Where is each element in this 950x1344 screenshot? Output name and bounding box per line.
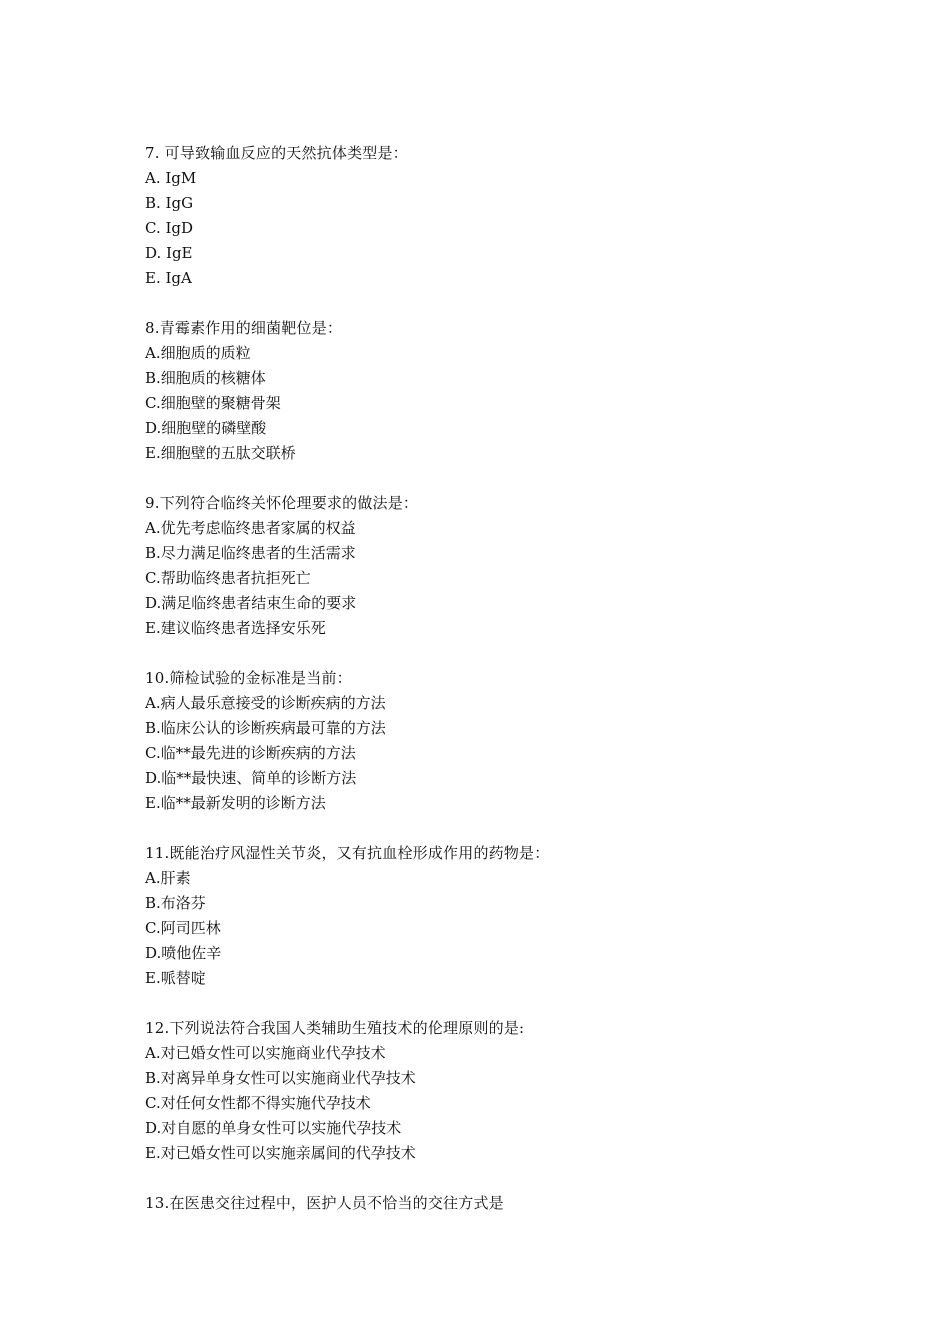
question-stem: 7. 可导致输血反应的天然抗体类型是： xyxy=(145,144,408,162)
question-stem: 8.青霉素作用的细菌靶位是： xyxy=(145,319,343,337)
question-10 xyxy=(145,666,905,816)
option-b: B.尽力满足临终患者的生活需求 xyxy=(145,544,356,562)
option-e: E.对已婚女性可以实施亲属间的代孕技术 xyxy=(145,1144,416,1162)
option-e: E.哌替啶 xyxy=(145,969,206,987)
option-d: D.满足临终患者结束生命的要求 xyxy=(145,594,357,612)
option-d: D.临**最快速、简单的诊断方法 xyxy=(145,769,357,787)
option-d: D.细胞壁的磷壁酸 xyxy=(145,419,267,437)
question-7 xyxy=(145,141,905,291)
option-a: A.优先考虑临终患者家属的权益 xyxy=(145,519,356,537)
question-stem: 9.下列符合临终关怀伦理要求的做法是： xyxy=(145,494,419,512)
question-12 xyxy=(145,1016,905,1166)
question-8 xyxy=(145,316,905,466)
question-13 xyxy=(145,1191,905,1216)
option-e: E.临**最新发明的诊断方法 xyxy=(145,794,326,812)
question-stem: 13.在医患交往过程中，医护人员不恰当的交往方式是 xyxy=(145,1194,504,1212)
question-stem: 12.下列说法符合我国人类辅助生殖技术的伦理原则的是: xyxy=(145,1019,525,1037)
option-a: A.细胞质的质粒 xyxy=(145,344,251,362)
option-a: A.肝素 xyxy=(145,869,191,887)
question-9 xyxy=(145,491,905,641)
option-a: A.对已婚女性可以实施商业代孕技术 xyxy=(145,1044,386,1062)
option-b: B.布洛芬 xyxy=(145,894,206,912)
option-b: B.细胞质的核糖体 xyxy=(145,369,266,387)
option-b: B.临床公认的诊断疾病最可靠的方法 xyxy=(145,719,386,737)
option-c: C.细胞壁的聚糖骨架 xyxy=(145,394,281,412)
option-e: E. IgA xyxy=(145,269,192,287)
question-stem: 10.筛检试验的金标准是当前： xyxy=(145,669,352,687)
option-e: E.建议临终患者选择安乐死 xyxy=(145,619,326,637)
option-d: D.对自愿的单身女性可以实施代孕技术 xyxy=(145,1119,402,1137)
option-c: C. IgD xyxy=(145,219,194,237)
option-a: A.病人最乐意接受的诊断疾病的方法 xyxy=(145,694,386,712)
option-d: D.喷他佐辛 xyxy=(145,944,222,962)
question-stem: 11.既能治疗风湿性关节炎，又有抗血栓形成作用的药物是： xyxy=(145,844,550,862)
option-e: E.细胞壁的五肽交联桥 xyxy=(145,444,296,462)
option-c: C.对任何女性都不得实施代孕技术 xyxy=(145,1094,371,1112)
option-c: C.阿司匹林 xyxy=(145,919,221,937)
option-d: D. IgE xyxy=(145,244,193,262)
option-b: B. IgG xyxy=(145,194,194,212)
document-page xyxy=(145,141,905,1216)
option-b: B.对离异单身女性可以实施商业代孕技术 xyxy=(145,1069,416,1087)
option-a: A. IgM xyxy=(145,169,197,187)
option-c: C.帮助临终患者抗拒死亡 xyxy=(145,569,311,587)
question-11 xyxy=(145,841,905,991)
option-c: C.临**最先进的诊断疾病的方法 xyxy=(145,744,356,762)
